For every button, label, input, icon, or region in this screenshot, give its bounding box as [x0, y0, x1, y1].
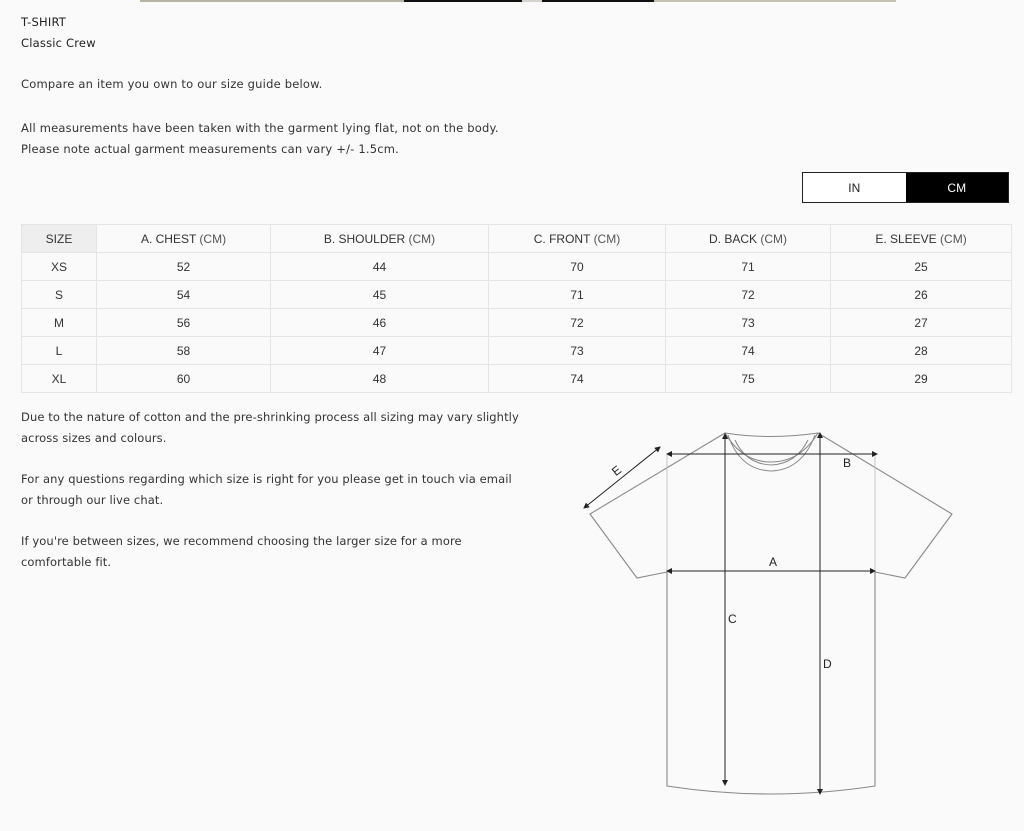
between-sizes-note [21, 531, 462, 573]
front-cell: 70 [489, 253, 666, 281]
size-cell: S [22, 281, 97, 309]
table-row [22, 253, 1012, 281]
table-row [22, 281, 1012, 309]
sleeve-cell: 25 [831, 253, 1012, 281]
measurement-note-line: Please note actual garment measurements can vary +/- 1.5cm. [21, 142, 400, 156]
image-strip-segment [140, 0, 404, 2]
shoulder-cell: 48 [271, 365, 489, 393]
image-strip-segment [404, 0, 522, 2]
shoulder-cell: 45 [271, 281, 489, 309]
measurement-note [21, 118, 499, 160]
column-header-shoulder: B. SHOULDER (CM) [271, 225, 489, 253]
size-cell: XS [22, 253, 97, 281]
back-cell: 74 [666, 337, 831, 365]
column-header-front: C. FRONT (CM) [489, 225, 666, 253]
sleeve-cell: 26 [831, 281, 1012, 309]
cotton-note [21, 407, 519, 449]
measure-label-b: B [843, 456, 852, 470]
shoulder-cell: 44 [271, 253, 489, 281]
column-header-size: SIZE [22, 225, 97, 253]
shoulder-cell: 47 [271, 337, 489, 365]
back-cell: 72 [666, 281, 831, 309]
measure-line-e [584, 447, 660, 508]
front-cell: 74 [489, 365, 666, 393]
chest-cell: 58 [97, 337, 271, 365]
between-sizes-note-line: If you're between sizes, we recommend choosing the larger size for a more [21, 534, 462, 548]
image-strip-segment [542, 0, 654, 2]
front-cell: 73 [489, 337, 666, 365]
compare-instruction: Compare an item you own to our size guide below. [21, 77, 323, 91]
table-header-row [22, 225, 1012, 253]
size-cell: M [22, 309, 97, 337]
chest-cell: 54 [97, 281, 271, 309]
front-cell: 72 [489, 309, 666, 337]
size-chart-table [21, 224, 1012, 393]
measurement-note-line: All measurements have been taken with the garment lying flat, not on the body. [21, 121, 499, 135]
sleeve-cell: 29 [831, 365, 1012, 393]
image-strip-segment [522, 0, 542, 2]
shoulder-cell: 46 [271, 309, 489, 337]
chest-cell: 52 [97, 253, 271, 281]
back-cell: 71 [666, 253, 831, 281]
sleeve-cell: 27 [831, 309, 1012, 337]
product-category: T-SHIRT [21, 15, 67, 29]
contact-note-line: or through our live chat. [21, 493, 164, 507]
between-sizes-note-line: comfortable fit. [21, 555, 112, 569]
measure-label-d: D [823, 657, 832, 671]
product-name: Classic Crew [21, 36, 96, 50]
unit-cm-button[interactable]: CM [906, 173, 1009, 202]
column-header-sleeve: E. SLEEVE (CM) [831, 225, 1012, 253]
image-strip-edge [140, 0, 896, 2]
tshirt-outline [590, 433, 952, 794]
image-strip-segment [654, 0, 896, 2]
size-cell: XL [22, 365, 97, 393]
table-row [22, 309, 1012, 337]
chest-cell: 60 [97, 365, 271, 393]
contact-note-line: For any questions regarding which size is right for you please get in touch via email [21, 472, 512, 486]
chest-cell: 56 [97, 309, 271, 337]
column-header-back: D. BACK (CM) [666, 225, 831, 253]
measure-label-a: A [769, 555, 778, 569]
front-cell: 71 [489, 281, 666, 309]
measure-label-c: C [728, 612, 737, 626]
column-header-chest: A. CHEST (CM) [97, 225, 271, 253]
cotton-note-line: across sizes and colours. [21, 431, 167, 445]
sleeve-cell: 28 [831, 337, 1012, 365]
back-cell: 75 [666, 365, 831, 393]
unit-in-button[interactable]: IN [803, 173, 906, 202]
size-cell: L [22, 337, 97, 365]
tshirt-collar [725, 433, 818, 471]
back-cell: 73 [666, 309, 831, 337]
table-row [22, 365, 1012, 393]
tshirt-measurement-diagram [570, 420, 970, 810]
contact-note [21, 469, 512, 511]
table-row [22, 337, 1012, 365]
unit-toggle [802, 172, 1009, 203]
cotton-note-line: Due to the nature of cotton and the pre-shrinking process all sizing may vary slightly [21, 410, 519, 424]
measure-label-e: E [609, 462, 625, 479]
